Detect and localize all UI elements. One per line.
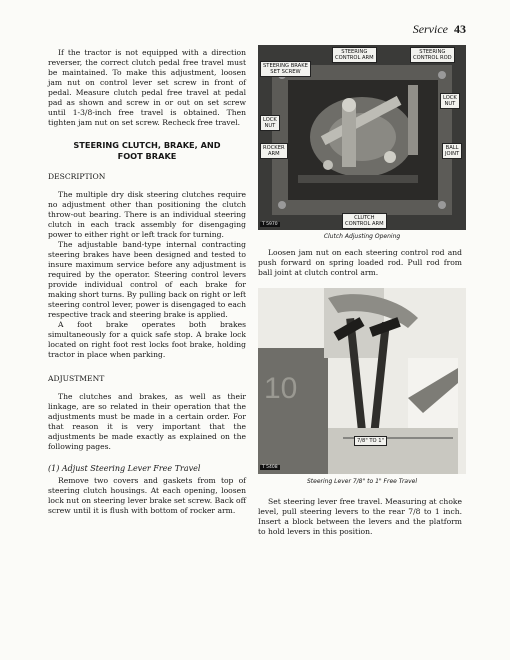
callout-free-travel-measure: 7/8" TO 1" — [354, 436, 387, 446]
left-column — [48, 48, 246, 516]
steering-lever-photo — [258, 288, 466, 474]
callout-steering-control-arm: STEERING CONTROL ARM — [332, 47, 377, 63]
steering-lever-illustration — [258, 288, 466, 474]
section-title — [48, 140, 246, 162]
step1-heading: (1) Adjust Steering Lever Free Travel — [48, 464, 201, 473]
adjustment-heading: ADJUSTMENT — [48, 374, 105, 383]
description-paragraph: The multiple dry disk steering clutches require no adjustment other than positioning the clutch throw-out bearing. There is an individual steering clutch in each track assembly for disengaging power to either right or left track for turning. — [48, 190, 246, 239]
description-paragraph: The adjustable band-type internal contracting steering brakes have been designed and tested to insure maximum service before any adjustment is required by the operator. Steering control levers provide individual control of each brake for making short turns. By pulling back on right or left steering control lever, power is disengaged to each respective track and steering brake is applied. — [48, 240, 246, 319]
callout-lock-nut-right: LOCK NUT — [440, 93, 460, 109]
figure1-caption: Clutch Adjusting Opening — [323, 233, 401, 240]
right-bottom-paragraph: Set steering lever free travel. Measuring at choke level, pull steering levers to the rear 7/8 to 1 inch. Insert a block between the levers and the platform to hold levers in this position. — [258, 497, 462, 536]
callout-ball-joint: BALL JOINT — [442, 143, 462, 159]
adjustment-paragraph: The clutches and brakes, as well as their linkage, are so related in their operation that the adjustments must be made in a certain order. For that reason it is very important that the adjustments be made exactly as explained on the following pages. — [48, 392, 246, 451]
figure2-caption: Steering Lever 7/8" to 1" Free Travel — [306, 478, 418, 485]
section-title-line2: FOOT BRAKE — [117, 151, 177, 161]
svg-text:10: 10 — [264, 372, 298, 405]
callout-lock-nut-left: LOCK NUT — [260, 115, 280, 131]
callout-clutch-control-arm: CLUTCH CONTROL ARM — [342, 213, 387, 229]
description-heading: DESCRIPTION — [48, 172, 106, 181]
step1-paragraph: Remove two covers and gaskets from top of steering clutch housings. At each opening, loosen lock nut on steering lever brake set screw. Back off screw until it is flush with bottom of rocker arm. — [48, 476, 246, 515]
intro-paragraph: If the tractor is not equipped with a direction reverser, the correct clutch pedal free travel must be maintained. To make this adjustment, loosen jam nut on control lever set screw in front of pedal. Measure clutch pedal free travel at pedal pad as shown and screw in or out on set screw until 1-3/8-inch free travel is obtained. Then tighten jam nut on set screw. Recheck free travel. — [48, 48, 246, 127]
right-column — [258, 248, 462, 278]
header-section: Service — [412, 22, 448, 36]
callout-steering-brake-set-screw: STEERING BRAKE SET SCREW — [260, 61, 311, 77]
right-bottom-text — [258, 497, 462, 537]
right-paragraph: Loosen jam nut on each steering control rod and push forward on spring loaded rod. Pull rod from ball joint at clutch control arm. — [258, 248, 462, 277]
figure2-id: T 5408 — [262, 465, 278, 470]
page-header — [413, 22, 466, 37]
callout-rocker-arm: ROCKER ARM — [260, 143, 288, 159]
callout-steering-control-rod: STEERING CONTROL ROD — [410, 47, 455, 63]
page-number: 43 — [454, 22, 466, 36]
figure1-id: T 5970 — [262, 222, 278, 227]
description-paragraph: A foot brake operates both brakes simultaneously for a quick safe stop. A brake lock located on right foot rest locks foot brake, holding tractor in place when parking. — [48, 320, 246, 359]
section-title-line1: STEERING CLUTCH, BRAKE, AND — [73, 140, 221, 150]
clutch-opening-photo — [258, 45, 466, 230]
